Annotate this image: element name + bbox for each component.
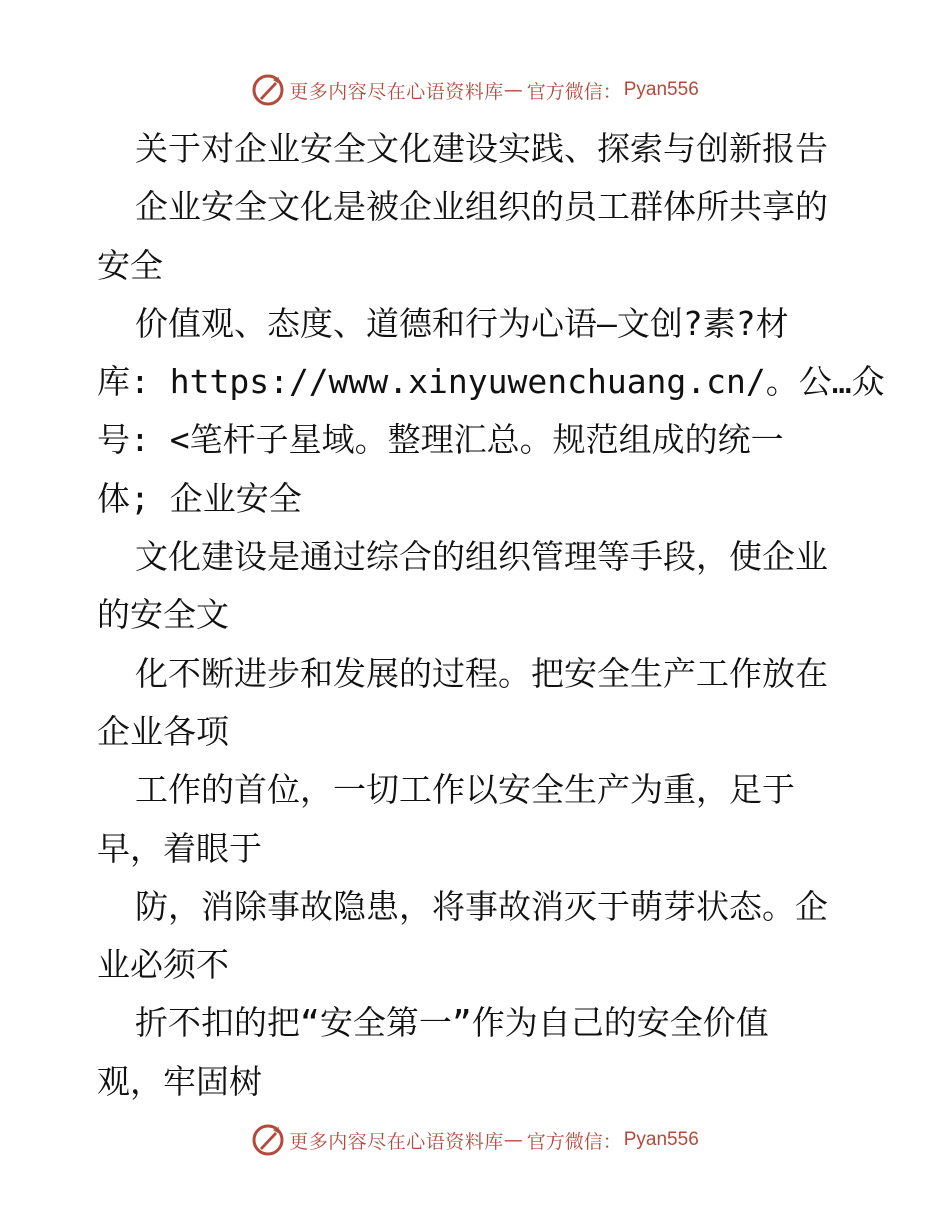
- document-body: [97, 120, 897, 1111]
- text-line: 工作的首位，一切工作以安全生产为重，足于: [135, 770, 795, 810]
- text-line: 企业安全文化是被企业组织的员工群体所共享的: [135, 187, 828, 227]
- text-line: 化不断进步和发展的过程。把安全生产工作放在: [135, 653, 828, 693]
- banner-wechat-id: Pyan556: [623, 1129, 699, 1150]
- banner-wechat-label: 官方微信：: [526, 1130, 622, 1153]
- quill-logo-icon: [251, 1123, 285, 1157]
- text-line: 体; 企业安全: [97, 478, 302, 518]
- banner-wechat-id: Pyan556: [623, 79, 699, 100]
- document-title: 关于对企业安全文化建设实践、探索与创新报告: [135, 129, 828, 168]
- text-line: 库: https://www.xinyuwenchuang.cn/。公…众: [97, 362, 885, 402]
- text-line: 防，消除事故隐患，将事故消灭于萌芽状态。企: [135, 886, 828, 926]
- banner-dash: —: [503, 79, 523, 101]
- banner-slogan: 更多内容尽在心语资料库: [289, 80, 504, 103]
- footer-banner: [0, 1120, 950, 1160]
- text-line: 号: <笔杆子星域。整理汇总。规范组成的统一: [97, 420, 784, 460]
- text-line: 文化建设是通过综合的组织管理等手段，使企业: [135, 537, 828, 577]
- text-line: 的安全文: [97, 595, 229, 635]
- text-line: 价值观、态度、道德和行为心语—文创?素?材: [135, 303, 789, 343]
- text-line: 折不扣的把“安全第一”作为自己的安全价值: [135, 1003, 769, 1043]
- banner-wechat-label: 官方微信：: [526, 80, 622, 103]
- banner-slogan: 更多内容尽在心语资料库: [289, 1130, 504, 1153]
- quill-logo-icon: [251, 73, 285, 107]
- text-line: 企业各项: [97, 711, 229, 751]
- text-line: 业必须不: [97, 945, 229, 985]
- text-line: 安全: [97, 245, 163, 285]
- banner-dash: —: [503, 1129, 523, 1151]
- text-line: 早，着眼于: [97, 828, 262, 868]
- header-banner: [0, 70, 950, 110]
- text-line: 观，牢固树: [97, 1061, 262, 1101]
